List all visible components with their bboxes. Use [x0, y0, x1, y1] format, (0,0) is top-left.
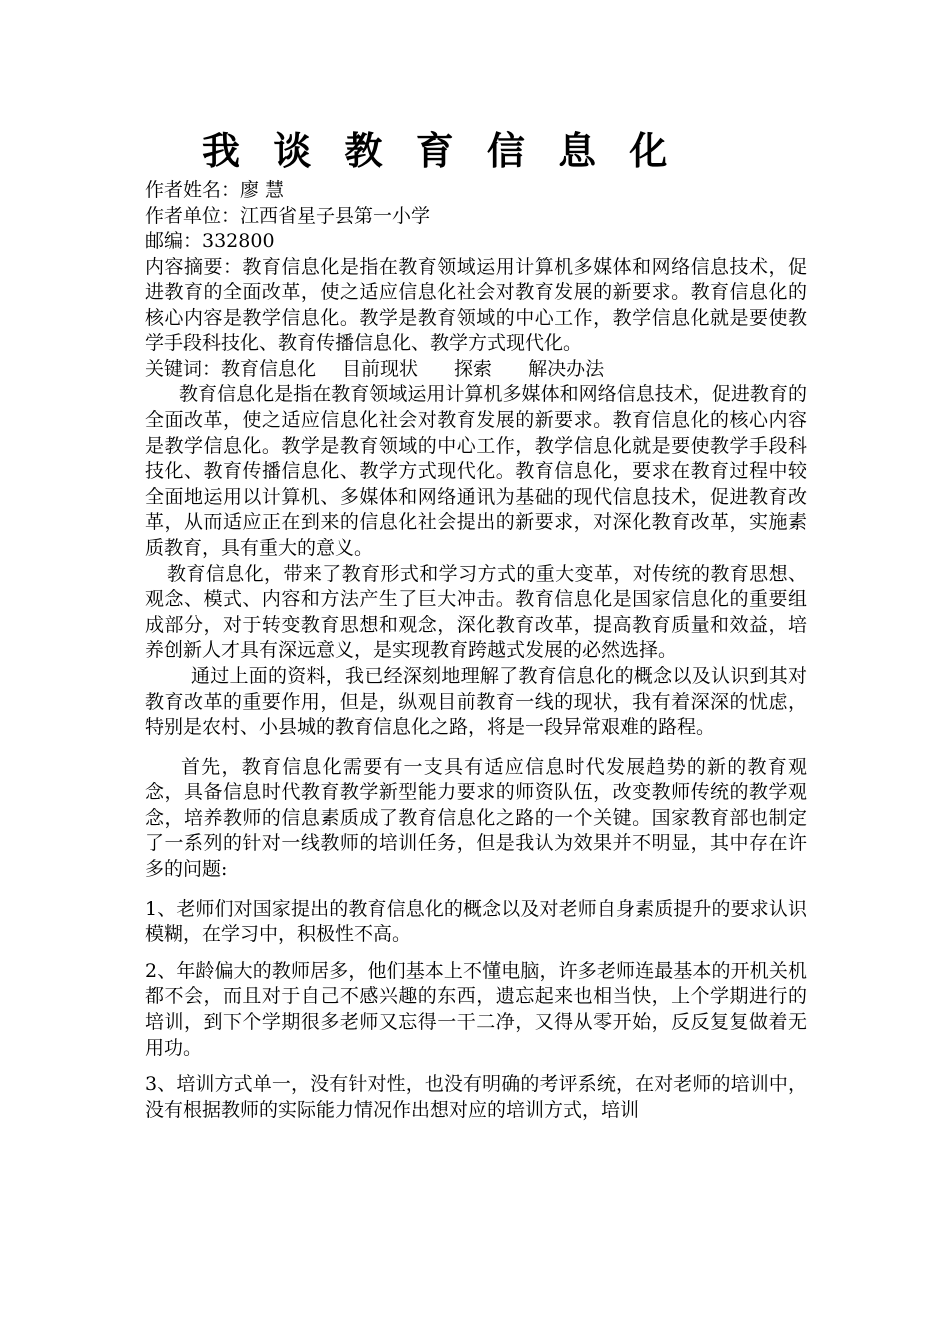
- list-item-1: 1、老师们对国家提出的教育信息化的概念以及对老师自身素质提升的要求认识模糊，在学习中，积极性不高。: [145, 897, 807, 946]
- body-paragraph-3: 通过上面的资料，我已经深刻地理解了教育信息化的概念以及认识到其对教育改革的重要作用，但是，纵观目前教育一线的现状，我有着深深的忧虑，特别是农村、小县城的教育信息化之路，将是一段异常艰难的路程。: [145, 664, 807, 739]
- unit-line: 作者单位：江西省星子县第一小学: [145, 204, 431, 227]
- keywords-line: [145, 357, 807, 383]
- keyword-item: 目前现状: [342, 357, 419, 380]
- keyword-item: 教育信息化: [221, 357, 317, 380]
- body-paragraph-1: 教育信息化是指在教育领域运用计算机多媒体和网络信息技术，促进教育的全面改革，使之适应信息化社会对教育发展的新要求。教育信息化的核心内容是教学信息化。教学是教育领域的中心工作，教学信息化就是要使教学手段科技化、教育传播信息化、教学方式现代化。教育信息化，要求在教育过程中较全面地运用以计算机、多媒体和网络通讯为基础的现代信息技术，促进教育改革，从而适应正在到来的信息化社会提出的新要求，对深化教育改革，实施素质教育，具有重大的意义。: [145, 383, 807, 559]
- abstract-paragraph: 内容摘要：教育信息化是指在教育领域运用计算机多媒体和网络信息技术，促进教育的全面改革，使之适应信息化社会对教育发展的新要求。教育信息化的核心内容是教学信息化。教学是教育领域的中心工作，教学信息化就是要使教学手段科技化、教育传播信息化、教学方式现代化。: [145, 255, 807, 355]
- list-item-3: 3、培训方式单一，没有针对性，也没有明确的考评系统，在对老师的培训中，没有根据教师的实际能力情况作出想对应的培训方式，培训: [145, 1073, 807, 1121]
- keyword-item: 探索: [454, 357, 493, 380]
- keywords-label: 关键词：: [145, 357, 222, 380]
- author-line: 作者姓名：廖 慧: [145, 179, 285, 201]
- document-body: [145, 126, 807, 1123]
- body-paragraph-4: 首先，教育信息化需要有一支具有适应信息时代发展趋势的新的教育观念，具备信息时代教育教学新型能力要求的师资队伍，改变教师传统的教学观念，培养教师的信息素质成了教育信息化之路的一个关键。国家教育部也制定了一系列的针对一线教师的培训任务，但是我认为效果并不明显，其中存在许多的问题:: [145, 755, 807, 881]
- document-title: 我 谈 教 育 信 息 化: [202, 129, 678, 173]
- postcode-line: 邮编：332800: [145, 230, 275, 252]
- list-item-2: 2、年龄偏大的教师居多，他们基本上不懂电脑，许多老师连最基本的开机关机都不会，而且对于自己不感兴趣的东西，遗忘起来也相当快，上个学期进行的培训，到下个学期很多老师又忘得一干二净，又得从零开始，反反复复做着无用功。: [145, 959, 807, 1059]
- keyword-item: 解决办法: [528, 357, 605, 380]
- body-paragraph-2: 教育信息化，带来了教育形式和学习方式的重大变革，对传统的教育思想、观念、模式、内容和方法产生了巨大冲击。教育信息化是国家信息化的重要组成部分，对于转变教育思想和观念，深化教育改革，提高教育质量和效益，培养创新人才具有深远意义，是实现教育跨越式发展的必然选择。: [145, 562, 807, 662]
